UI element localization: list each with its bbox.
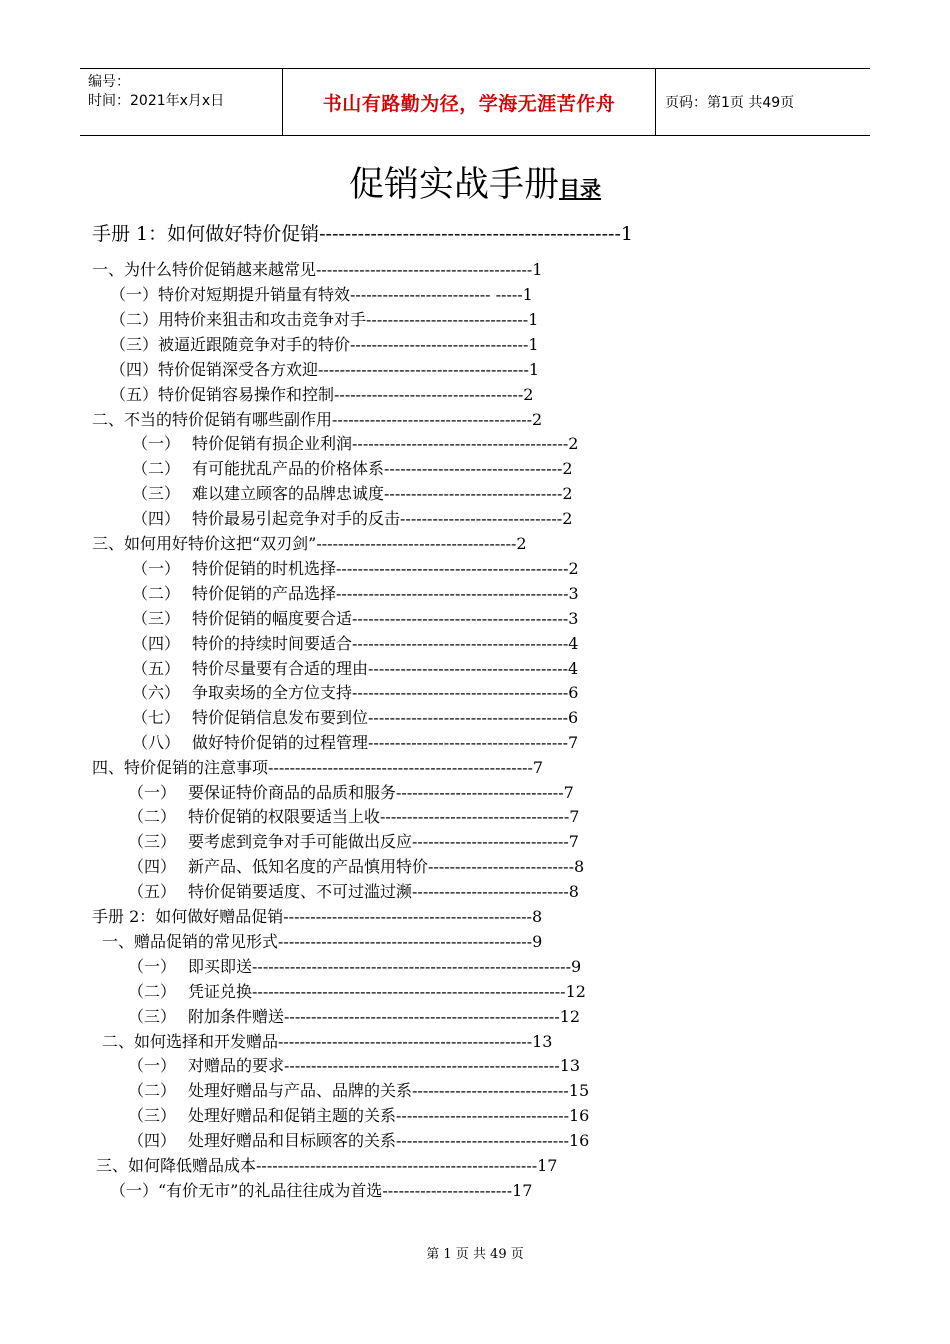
toc-entry-text: 即买即送-----------------------------------------------------------9 <box>188 957 582 976</box>
toc-entry-number: （四） <box>128 857 177 876</box>
toc-entry[interactable] <box>132 483 573 505</box>
toc-entry-number: （二） <box>132 584 181 603</box>
toc-entry-number: （二） <box>132 459 181 478</box>
toc-entry-number: （一） <box>128 783 177 802</box>
toc-entry-text: 有可能扰乱产品的价格体系---------------------------------2 <box>192 459 573 478</box>
toc-entry-handbook-1[interactable] <box>92 221 633 247</box>
toc-entry[interactable] <box>132 658 578 680</box>
toc-entry-text: 处理好赠品与产品、品牌的关系-----------------------------15 <box>188 1081 590 1100</box>
toc-entry[interactable] <box>128 881 579 903</box>
title-main: 促销实战手册 <box>348 165 559 205</box>
toc-entry[interactable] <box>132 558 579 580</box>
toc-entry-number: （二） <box>128 807 177 826</box>
toc-entry-text: 新产品、低知名度的产品慎用特价---------------------------8 <box>188 857 585 876</box>
toc-entry[interactable] <box>92 533 527 555</box>
toc-entry-text: 凭证兑换----------------------------------------------------------12 <box>188 982 586 1001</box>
toc-entry[interactable] <box>128 1105 589 1127</box>
toc-entry[interactable] <box>132 433 578 455</box>
toc-entry-text: 特价促销有损企业利润----------------------------------------2 <box>192 434 579 453</box>
toc-entry-text: 附加条件赠送---------------------------------------------------12 <box>188 1007 581 1026</box>
toc-entry-text: 三、如何降低赠品成本----------------------------------------------------17 <box>96 1156 558 1175</box>
toc-entry-text: 特价促销要适度、不可过滥过濒-----------------------------8 <box>188 882 579 901</box>
toc-entry-text: 特价促销的幅度要合适----------------------------------------3 <box>192 609 579 628</box>
toc-entry-number: （二） <box>128 1081 177 1100</box>
toc-entry-text: 手册 1：如何做好特价促销-----------------------------------------------1 <box>92 223 633 245</box>
toc-entry-number: （三） <box>128 832 177 851</box>
serial-label: 编号： <box>88 74 130 90</box>
toc-entry-text: 特价尽量要有合适的理由-------------------------------------4 <box>192 659 579 678</box>
toc-entry-number: （三） <box>128 1106 177 1125</box>
toc-entry[interactable] <box>128 956 581 978</box>
toc-entry[interactable] <box>132 608 578 630</box>
toc-entry-text: 三、如何用好特价这把“双刃剑”-------------------------------------2 <box>92 534 527 553</box>
toc-entry-number: （二） <box>128 982 177 1001</box>
toc-entry[interactable] <box>110 284 533 306</box>
toc-entry-text: （三）被逼近跟随竞争对手的特价---------------------------------1 <box>110 335 539 354</box>
title-sub: 目录 <box>559 177 601 201</box>
toc-entry-handbook-2[interactable] <box>92 906 542 928</box>
toc-entry-number: （七） <box>132 708 181 727</box>
toc-entry-number: （五） <box>128 882 177 901</box>
toc-entry-text: （一）特价对短期提升销量有特效-------------------------- -----1 <box>110 285 533 304</box>
toc-entry[interactable] <box>92 409 542 431</box>
toc-entry-text: 处理好赠品和目标顾客的关系--------------------------------16 <box>188 1131 590 1150</box>
toc-entry[interactable] <box>128 981 586 1003</box>
toc-entry[interactable] <box>132 732 578 754</box>
toc-entry-text: 难以建立顾客的品牌忠诚度---------------------------------2 <box>192 484 573 503</box>
toc-entry-number: （四） <box>128 1131 177 1150</box>
toc-entry-text: 要保证特价商品的品质和服务-------------------------------7 <box>188 783 574 802</box>
toc-entry[interactable] <box>128 856 584 878</box>
toc-entry[interactable] <box>128 1130 589 1152</box>
toc-entry-text: （五）特价促销容易操作和控制-----------------------------------2 <box>110 385 534 404</box>
toc-entry-text: 手册 2：如何做好赠品促销----------------------------------------------8 <box>92 907 543 926</box>
toc-entry-text: 特价促销的时机选择-------------------------------------------2 <box>192 559 579 578</box>
header-motto: 书山有路勤为径，学海无涯苦作舟 <box>282 69 656 135</box>
toc-entry-number: （三） <box>128 1007 177 1026</box>
toc-entry-number: （四） <box>132 509 181 528</box>
toc-entry-text: 四、特价促销的注意事项-------------------------------------------------7 <box>92 758 544 777</box>
toc-entry[interactable] <box>92 757 543 779</box>
toc-entry-text: 一、为什么特价促销越来越常见----------------------------------------1 <box>92 260 543 279</box>
toc-entry-number: （三） <box>132 484 181 503</box>
toc-entry-text: （四）特价促销深受各方欢迎---------------------------------------1 <box>110 360 540 379</box>
toc-entry-number: （六） <box>132 683 181 702</box>
toc-entry[interactable] <box>96 1155 558 1177</box>
time-label: 时间：2021年x月x日 <box>88 93 225 109</box>
toc-entry-text: 要考虑到竞争对手可能做出反应-----------------------------7 <box>188 832 579 851</box>
toc-entry[interactable] <box>102 931 542 953</box>
toc-entry[interactable] <box>110 309 538 331</box>
toc-entry-text: 一、赠品促销的常见形式-----------------------------------------------9 <box>102 932 543 951</box>
header-page-info: 页码：第1页 共49页 <box>665 95 795 111</box>
toc-entry-number: （一） <box>132 434 181 453</box>
toc-entry[interactable] <box>92 259 542 281</box>
toc-entry-number: （一） <box>132 559 181 578</box>
toc-entry[interactable] <box>132 682 578 704</box>
toc-entry[interactable] <box>132 633 578 655</box>
toc-entry[interactable] <box>110 334 539 356</box>
header-meta <box>80 69 282 135</box>
toc-entry-text: 争取卖场的全方位支持----------------------------------------6 <box>192 683 579 702</box>
toc-entry-text: 特价促销信息发布要到位-------------------------------------6 <box>192 708 579 727</box>
toc-entry-text: 二、不当的特价促销有哪些副作用-------------------------------------2 <box>92 410 543 429</box>
toc-entry-number: （一） <box>128 957 177 976</box>
toc-entry-text: 处理好赠品和促销主题的关系--------------------------------16 <box>188 1106 590 1125</box>
toc-entry-text: 特价促销的权限要适当上收-----------------------------------7 <box>188 807 580 826</box>
toc-entry[interactable] <box>128 1006 580 1028</box>
toc-entry-number: （三） <box>132 609 181 628</box>
toc-entry-number: （四） <box>132 634 181 653</box>
toc-entry[interactable] <box>128 1055 580 1077</box>
toc-entry[interactable] <box>132 583 579 605</box>
toc-entry-text: 特价的持续时间要适合----------------------------------------4 <box>192 634 579 653</box>
toc-entry-text: 特价最易引起竞争对手的反击------------------------------2 <box>192 509 573 528</box>
toc-entry-text: （二）用特价来狙击和攻击竞争对手------------------------------1 <box>110 310 539 329</box>
toc-entry[interactable] <box>128 1080 589 1102</box>
toc-entry-text: 做好特价促销的过程管理-------------------------------------7 <box>192 733 579 752</box>
toc-entry[interactable] <box>110 384 533 406</box>
toc-entry-text: （一）“有价无市”的礼品往往成为首选------------------------17 <box>110 1181 533 1200</box>
toc-entry-number: （五） <box>132 659 181 678</box>
toc-entry[interactable] <box>102 1031 552 1053</box>
page-footer: 第 1 页 共 49 页 <box>426 1247 524 1262</box>
toc-entry[interactable] <box>132 707 578 729</box>
toc-entry-number: （八） <box>132 733 181 752</box>
toc-entry-text: 二、如何选择和开发赠品-----------------------------------------------13 <box>102 1032 553 1051</box>
toc-entry[interactable] <box>128 782 574 804</box>
document-header <box>80 68 870 136</box>
toc-entry-number: （一） <box>128 1056 177 1075</box>
toc-entry-text: 对赠品的要求---------------------------------------------------13 <box>188 1056 581 1075</box>
toc-entry-text: 特价促销的产品选择-------------------------------------------3 <box>192 584 579 603</box>
toc-entry[interactable] <box>128 806 579 828</box>
toc-entry[interactable] <box>132 508 572 530</box>
toc-entry[interactable] <box>110 359 539 381</box>
page-title <box>0 160 950 214</box>
toc-entry[interactable] <box>110 1180 532 1202</box>
toc-entry[interactable] <box>128 831 579 853</box>
toc-entry[interactable] <box>132 458 573 480</box>
